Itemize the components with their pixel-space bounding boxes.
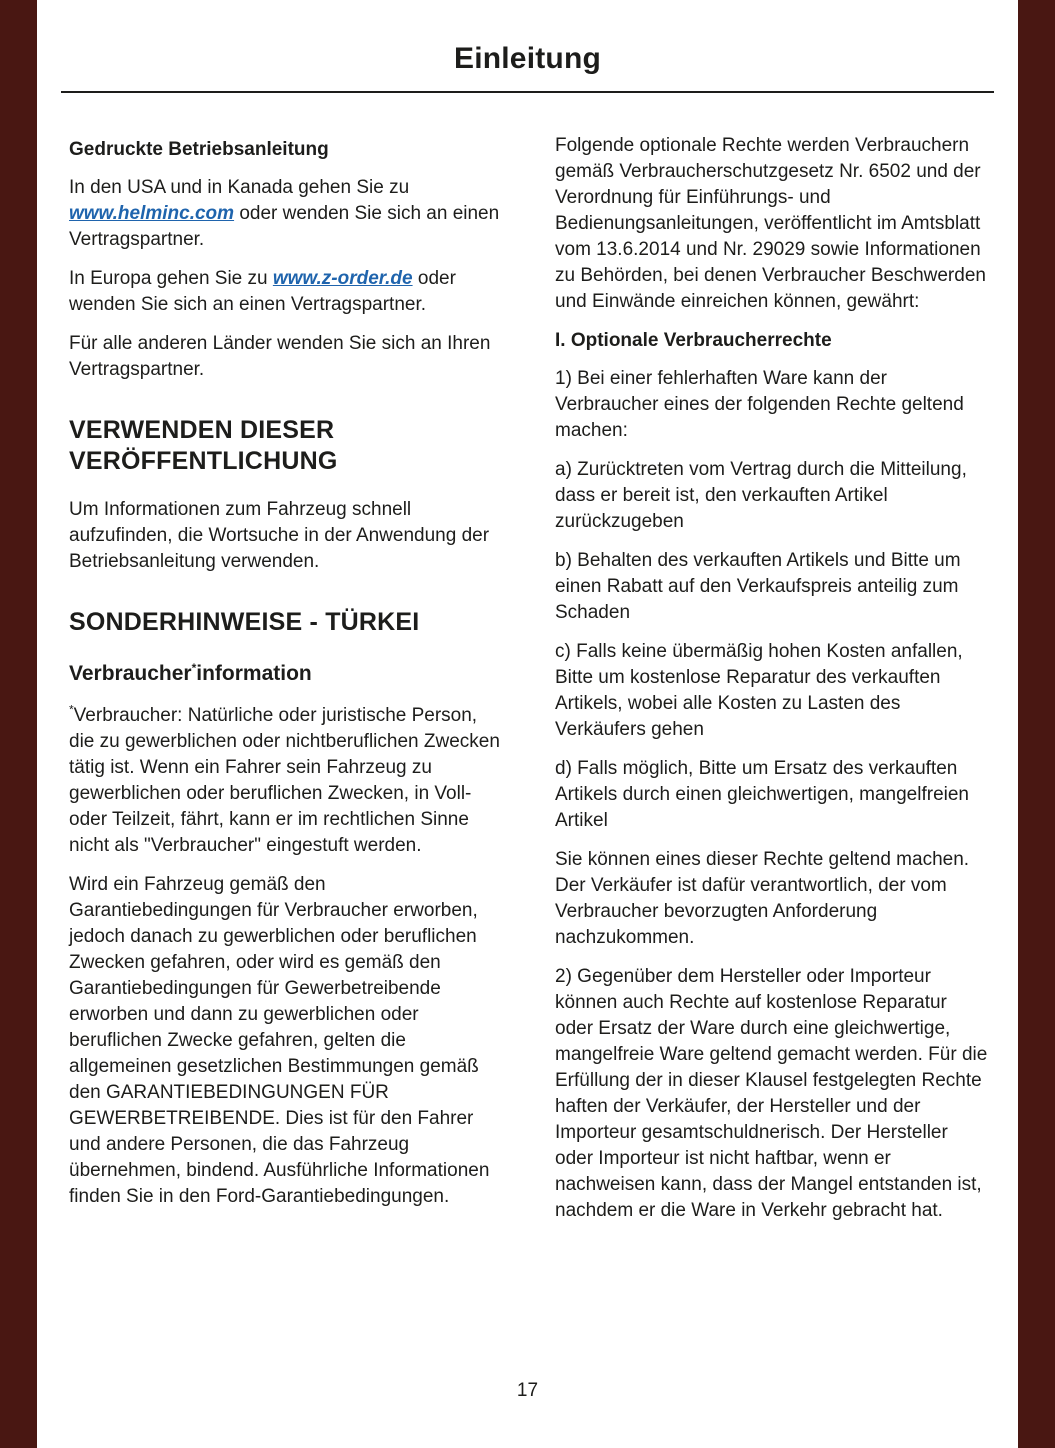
paragraph-item-b: b) Behalten des verkauften Artikels und Bitte um einen Rabatt auf den Verkaufspreis anteilig zum Schaden xyxy=(555,550,961,623)
paragraph-usage: Um Informationen zum Fahrzeug schnell aufzufinden, die Wortsuche in der Anwendung der Betriebsanleitung verwenden. xyxy=(69,499,490,572)
page-title: Einleitung xyxy=(454,42,601,75)
z-order-link[interactable]: www.z-order.de xyxy=(272,268,413,289)
page-edge-right xyxy=(1018,0,1055,1448)
section-heading-optional-consumer-rights: I. Optionale Verbraucherrechte xyxy=(555,330,832,351)
page-number: 17 xyxy=(516,1380,539,1401)
paragraph-warranty-conditions: Wird ein Fahrzeug gemäß den Garantiebedingungen für Verbraucher erworben, jedoch danach zu gewerblichen oder beruflichen Zwecken gefahren, oder wird es gemäß den Garantiebedingungen für Gewerbetreibende erworben und dann zu gewerblichen oder beruflichen Zwecke gefahren, gelten die allgemeinen gesetzlichen Bestimmungen gemäß den GARANTIEBEDINGUNGEN FÜR GEWERBETREIBENDE. Dies ist für den Fahrer und andere Personen, die das Fahrzeug übernehmen, bindend. Ausführliche Informationen finden Sie in den Ford-Garantiebedingungen. xyxy=(69,874,490,1207)
paragraph-text: In Europa gehen Sie zu xyxy=(69,268,273,289)
right-column xyxy=(555,133,988,1237)
helminc-link[interactable]: www.helminc.com xyxy=(69,203,235,224)
paragraph-item-2: 2) Gegenüber dem Hersteller oder Importeur können auch Rechte auf kostenlose Reparatur oder Ersatz der Ware durch eine gleichwertige, mangelfreie Ware geltend gemacht werden. Für die Erfüllung der in dieser Klausel festgelegten Rechte haften der Verkäufer, der Hersteller und der Importeur gesamtschuldnerisch. Der Hersteller oder Importeur ist nicht haftbar, wenn er nachweisen kann, dass der Mangel entstanden ist, nachdem er die Ware in Verkehr gebracht hat. xyxy=(555,966,988,1221)
paragraph-item-c: c) Falls keine übermäßig hohen Kosten anfallen, Bitte um kostenlose Reparatur des verkauften Artikels, wobei alle Kosten zu Lasten des Verkäufers gehen xyxy=(555,641,963,740)
heading-text: information xyxy=(196,662,312,685)
section-heading-usage: VERWENDEN DIESER VERÖFFENTLICHUNG xyxy=(69,416,338,475)
paragraph-item-1: 1) Bei einer fehlerhaften Ware kann der Verbraucher eines der folgenden Rechte geltend machen: xyxy=(555,368,964,441)
paragraph-text: Verbraucher: Natürliche oder juristische Person, die zu gewerblichen oder nichtberuflichen Zwecken tätig ist. Wenn ein Fahrer sein Fahrzeug zu gewerblichen oder beruflichen Zwecken, in Voll- oder Teilzeit, fährt, kann er im rechtlichen Sinne nicht als "Verbraucher" eingestuft werden. xyxy=(69,705,500,856)
section-heading-consumer-information xyxy=(69,660,502,687)
manual-page xyxy=(37,0,1018,1448)
paragraph-usa-canada xyxy=(69,175,502,253)
paragraph-seller-responsibility: Sie können eines dieser Rechte geltend machen. Der Verkäufer ist dafür verantwortlich, der vom Verbraucher bevorzugten Anforderung nachzukommen. xyxy=(555,849,970,948)
paragraph-text: oder wenden Sie sich an einen Vertragspartner. xyxy=(69,268,456,315)
paragraph-other-countries: Für alle anderen Länder wenden Sie sich an Ihren Vertragspartner. xyxy=(69,333,491,380)
heading-text: Verbraucher xyxy=(69,662,192,685)
section-heading-special-notes-turkey: SONDERHINWEISE - TÜRKEI xyxy=(69,608,420,636)
left-column xyxy=(69,133,502,1237)
paragraph-consumer-definition xyxy=(69,703,502,859)
section-heading-printed-manual: Gedruckte Betriebsanleitung xyxy=(69,139,329,160)
asterisk-marker: * xyxy=(69,702,74,717)
paragraph-item-d: d) Falls möglich, Bitte um Ersatz des verkauften Artikels durch einen gleichwertigen, mangelfreien Artikel xyxy=(555,758,970,831)
paragraph-text: In den USA und in Kanada gehen Sie zu xyxy=(69,177,410,198)
content-columns xyxy=(37,93,1018,1237)
page-edge-left xyxy=(0,0,37,1448)
paragraph-item-a: a) Zurücktreten vom Vertrag durch die Mitteilung, dass er bereit ist, den verkauften Artikel zurückzugeben xyxy=(555,459,967,532)
paragraph-optional-rights-intro: Folgende optionale Rechte werden Verbrauchern gemäß Verbraucherschutzgesetz Nr. 6502 und der Verordnung für Einführungs- und Bedienungsanleitungen, veröffentlicht im Amtsblatt vom 13.6.2014 und Nr. 29029 sowie Informationen zu Behörden, bei denen Verbraucher Beschwerden und Einwände einreichen können, gewährt: xyxy=(555,135,986,312)
paragraph-europe xyxy=(69,266,502,318)
paragraph-text: oder wenden Sie sich an einen Vertragspartner. xyxy=(69,203,500,250)
asterisk-marker: * xyxy=(191,661,197,675)
